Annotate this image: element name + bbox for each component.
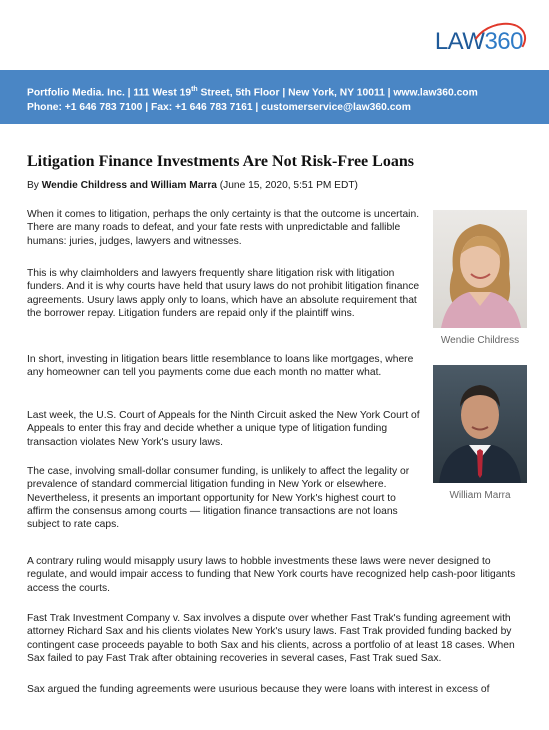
paragraph: This is why claimholders and lawyers frequently share litigation risk with litigation funders. And it is why courts have held that usury laws do not prohibit litigation finance agreements. Usury laws apply only to loans, which have an absolute requirement that the borrower repay. Litigation funders are repaid only if the plaintiff wins. (27, 268, 420, 319)
paragraph: A contrary ruling would misapply usury laws to hobble investments these laws were never designed to regulate, and would impair access to funding that New York courts have recognized help cash-poor litigants access the courts. (27, 556, 516, 594)
banner-address-post: Street, 5th Floor | New York, NY 10011 | www.law360.com (197, 87, 478, 99)
logo-orbit-mark (466, 16, 532, 71)
photo-caption: William Marra (449, 490, 511, 501)
banner-address-pre: Portfolio Media. Inc. | 111 West 19 (27, 87, 192, 99)
banner-address-sup: th (191, 86, 198, 93)
byline-authors: Wendie Childress and William Marra (41, 180, 217, 191)
paragraph: Fast Trak Investment Company v. Sax involves a dispute over whether Fast Trak's funding agreement with attorney Richard Sax and his clients violates New York's usury laws. Fast Trak provided funding backed by contingent case proceeds payable to both Sax and his clients, across a portfolio of at least 18 cases. When Sax failed to pay Fast Trak after obtaining recoveries in several cases, Fast Trak sued Sax. (27, 613, 515, 664)
publisher-banner (0, 70, 549, 124)
portrait-woman-icon (433, 210, 527, 328)
article-title: Litigation Finance Investments Are Not Risk-Free Loans (27, 153, 414, 170)
banner-address-line (27, 82, 549, 100)
byline (27, 180, 358, 191)
paragraph: Sax argued the funding agreements were usurious because they were loans with interest in excess of (27, 684, 490, 695)
banner-contact-line: Phone: +1 646 783 7100 | Fax: +1 646 783 7161 | customerservice@law360.com (27, 102, 411, 114)
law360-logo[interactable] (435, 28, 523, 56)
photo-caption: Wendie Childress (440, 335, 520, 346)
paragraph: When it comes to litigation, perhaps the only certainty is that the outcome is uncertain. There are many roads to defeat, and your fate rests with unpredictable and fallible humans: juries, judges, lawyers and witnesses. (27, 209, 420, 247)
paragraph: The case, involving small-dollar consumer funding, is unlikely to affect the legality or prevalence of standard commercial litigation funding in New York or elsewhere. Nevertheless, it presents an important opportunity for New York's highest court to affirm the consensus among courts — litigation finance transactions are not loans subject to rate caps. (27, 466, 410, 531)
byline-prefix: By (27, 180, 42, 191)
author-photo-william-marra (433, 365, 527, 483)
byline-date: (June 15, 2020, 5:51 PM EDT) (216, 180, 358, 191)
paragraph: In short, investing in litigation bears little resemblance to loans like mortgages, where any homeowner can tell you payments come due each month no matter what. (27, 354, 414, 379)
author-photo-wendie-childress (433, 210, 527, 328)
logo-text: LAW (434, 28, 485, 55)
portrait-man-icon (433, 365, 527, 483)
logo-number: 360 (484, 28, 523, 55)
paragraph: Last week, the U.S. Court of Appeals for the Ninth Circuit asked the New York Court of Appeals to enter this fray and decide whether a unique type of litigation funding transaction violates New York's usury laws. (27, 410, 420, 448)
